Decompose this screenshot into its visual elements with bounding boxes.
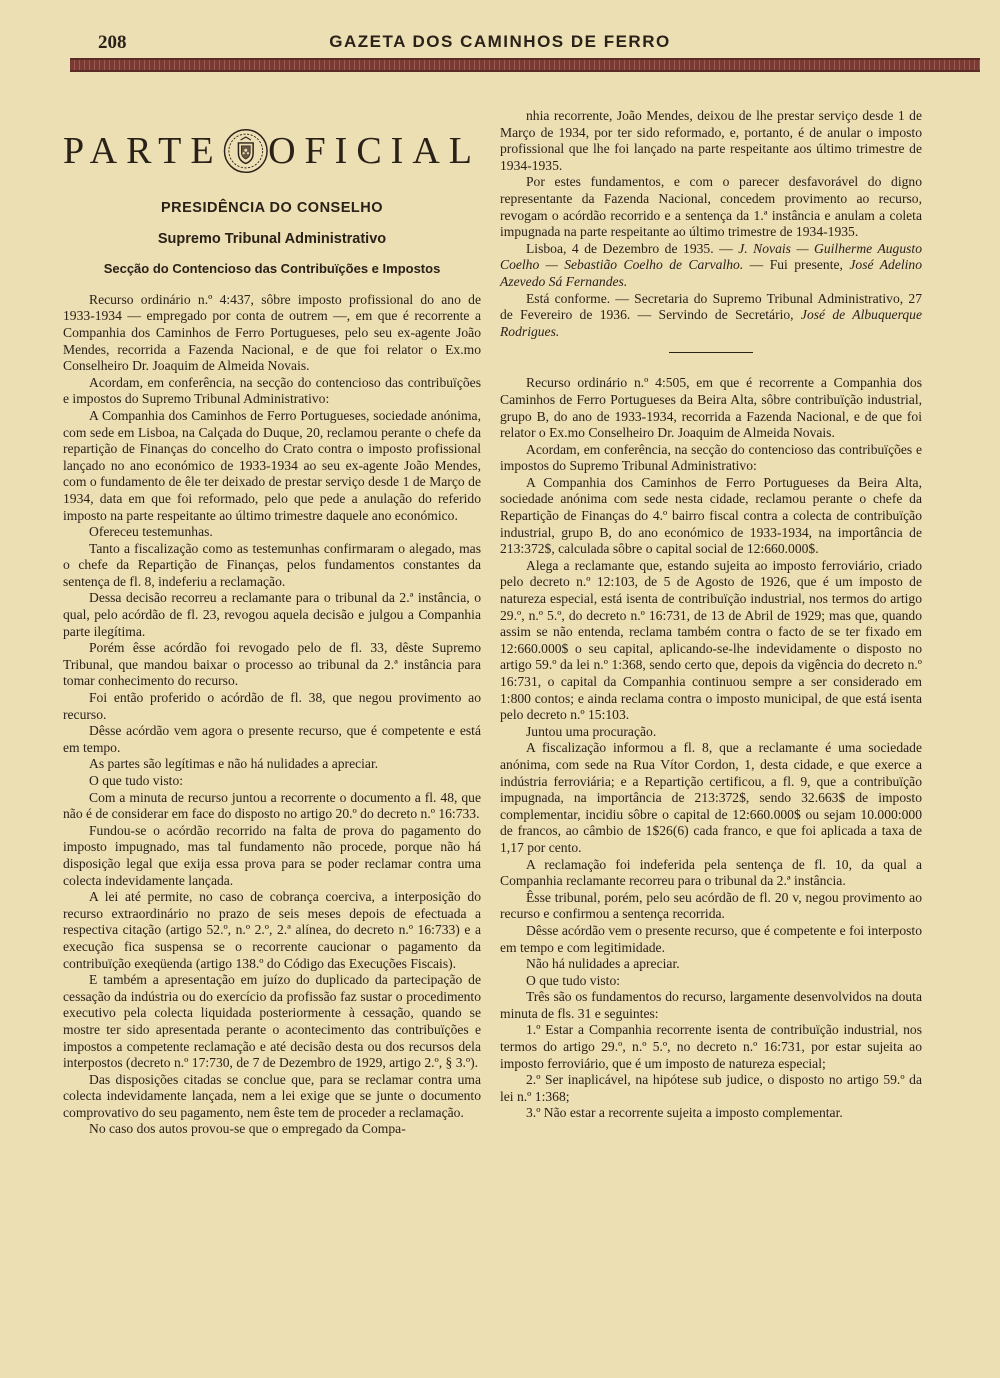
title-left: PARTE [63, 129, 223, 172]
paragraph: Não há nulidades a apreciar. [526, 956, 680, 972]
paragraph: nhia recorrente, João Mendes, deixou de lhe prestar serviço desde 1 de Março de 1934, por ter sido reformado, e, portanto, é de anular o imposto profissional que lhe foi lançado na parte respeitante aos último trimestre de 1934-1935. [500, 108, 922, 173]
paragraph: As partes são legítimas e não há nulidades a apreciar. [89, 756, 379, 772]
paragraph: Com a minuta de recurso juntou a recorrente o documento a fl. 48, que não é de considerar em face do disposto no artigo 20.º do decreto n.º 16:733. [63, 789, 481, 822]
paragraph: Acordam, em conferência, na secção do contencioso das contribuïções e impostos do Supremo Tribunal Administrativo: [500, 441, 922, 474]
paragraph: A fiscalização informou a fl. 8, que a reclamante é uma sociedade anónima, com sede na Rua Vítor Cordon, 1, desta cidade, e que exerce a indústria ferroviária; e a Repartição certificou, a fl. 9, que a contribuïção impugnada, na importância de 213:372$, sendo 32.663$ de imposto complementar, incidiu sôbre o capital de 12:660.000$ ou sejam 10.000:000 de francos, ao câmbio de 1$26(6) cada franco, e que foi aplicada a taxa de 1,17 por cento. [500, 740, 922, 855]
paragraph: Ofereceu testemunhas. [89, 524, 213, 540]
conform-name: José de Albuquerque Rodrigues. [500, 307, 922, 339]
paragraph: Fundou-se o acórdão recorrido na falta de prova do pagamento do imposto impugnado, mas tal fundamento não procede, porque não há disposição legal que exija essa prova para se poder reclamar contra uma colecta indevidamente lançada. [63, 822, 481, 888]
paragraph: Dêsse acórdão vem agora o presente recurso, que é competente e está em tempo. [63, 723, 481, 755]
sig-present-prefix: — Fui presente, [743, 257, 850, 273]
paragraph: Tanto a fiscalização como as testemunhas confirmaram o alegado, mas o chefe da Repartição de Finanças, pelos fundamentos constantes da sentença de fl. 8, indeferiu a reclamação. [63, 540, 481, 589]
heading-presidency: PRESIDÊNCIA DO CONSELHO [160, 200, 384, 216]
section-divider [669, 352, 753, 353]
coat-of-arms-icon [223, 120, 269, 182]
paragraph: Recurso ordinário n.º 4:437, sôbre imposto profissional do ano de 1933-1934 — empregado por conta de outrem —, em que é recorrente a Companhia dos Caminhos de Ferro Portugueses, pelo seu ex-agente João Mendes, recorrida a Fazenda Nacional, e de que foi relator o Ex.mo Conselheiro Dr. Joaquim de Almeida Novais. [63, 291, 481, 374]
heading-section: Secção do Contencioso das Contribuïções e Impostos [103, 261, 441, 277]
paragraph: O que tudo visto: [89, 773, 184, 788]
left-column [63, 108, 481, 1138]
paragraph: 1.º Estar a Companhia recorrente isenta de contribuïção industrial, nos termos do artigo 29.º, n.º 5.º, no decreto n.º 16:731, por estar sujeita ao imposto ferroviário, que é um imposto de natureza especial; [500, 1022, 922, 1071]
paragraph: A lei até permite, no caso de cobrança coerciva, a interposição do recurso extraordinário no prazo de seis meses depois de efectuada a respectiva citação (artigo 52.º, n.º 2.º, 2.ª alínea, do decreto n.º 16:733) e a execução fica suspensa se o recorrente caucionar o pagamento da contribuïção exeqüenda (artigo 138.º do Código das Execuções Fiscais). [63, 889, 481, 971]
paragraph: A Companhia dos Caminhos de Ferro Portugueses da Beira Alta, sociedade anónima com sede nesta cidade, reclamou perante o chefe da Repartição de Finanças do 4.º bairro fiscal contra a colecta de contribuïção industrial, grupo B, do ano económico de 1933-1934, na importância de 213:372$, calculada sôbre o capital social de 12:660.000$. [500, 474, 922, 557]
sig-present-name: José Adelino Azevedo Sá Fernandes. [500, 257, 922, 289]
right-top-body [500, 108, 922, 241]
paragraph: O que tudo visto: [526, 972, 621, 988]
right-bottom-body [500, 375, 922, 1122]
paragraph: Por estes fundamentos, e com o parecer desfavorável do digno representante da Fazenda Nacional, concedem provimento ao recurso, revogam o acórdão recorrido e a sentença da 1.ª instância e anulam a coleta impugnada na parte respeitante ao último trimestre de 1934-1935. [500, 174, 922, 240]
paragraph: Recurso ordinário n.º 4:505, em que é recorrente a Companhia dos Caminhos de Ferro Portugueses da Beira Alta, sôbre contribuïção industrial, grupo B, do ano de 1933-1934, recorrida a Fazenda Nacional, e de que foi relator o Ex.mo Conselheiro Dr. Joaquim de Almeida Novais. [500, 375, 922, 441]
title-right: OFICIAL [268, 129, 481, 172]
paragraph: Dêsse acórdão vem o presente recurso, que é competente e foi interposto em tempo e com legitimidade. [500, 922, 922, 955]
conform-prefix: Está conforme. — Secretaria do Supremo Tribunal Administrativo, 27 de Fevereiro de 1936. — Servindo de Secretário, [500, 290, 922, 323]
sig-place-date: Lisboa, 4 de Dezembro de 1935. — [526, 240, 739, 256]
paragraph: A reclamação foi indeferida pela sentença de fl. 10, da qual a Companhia reclamante recorreu para o tribunal da 2.ª instância. [500, 856, 922, 889]
conform-paragraph [500, 291, 922, 341]
header-rule [70, 58, 980, 72]
sig-judges: J. Novais — Guilherme Augusto Coelho — Sebastião Coelho de Carvalho. [500, 240, 923, 273]
paragraph: Dessa decisão recorreu a reclamante para o tribunal da 2.ª instância, o qual, pelo acórdão de fl. 23, revogou aquela decisão e julgou a Companhia parte ilegítima. [63, 590, 481, 639]
paragraph: 2.º Ser inaplicável, na hipótese sub judice, o disposto no artigo 59.º da lei n.º 1:368; [500, 1072, 922, 1104]
paragraph: E também a apresentação em juízo do duplicado da partecipação de cessação da indústria ou do exercício da profissão faz sustar o procedimento executivo pela colecta liquidada posteriormente à cessação, quando se mostre ter sido apresentada perante o acontecimento das contribuïções e impostos a competente reclamação e até decisão desta ou dos recursos dela interpostos (decreto n.º 17:730, de 7 de Dezembro de 1929, artigo 2.º, § 3.º). [63, 972, 481, 1071]
section-title [63, 116, 481, 186]
paragraph: Das disposições citadas se conclue que, para se reclamar contra uma colecta indevidamente lançada, nem a lei exige que se junte o documento comprovativo do seu pagamento, nem êste tem de proceder a reclamação. [63, 1071, 481, 1120]
paragraph: 3.º Não estar a recorrente sujeita a imposto complementar. [526, 1105, 843, 1121]
left-body [63, 292, 481, 1138]
paragraph: Juntou uma procuração. [526, 723, 657, 739]
paragraph: Alega a reclamante que, estando sujeita ao imposto ferroviário, criado pelo decreto n.º 12:103, de 5 de Agosto de 1926, que é um imposto de natureza especial, está isenta de contribuïção industrial, nos termos do artigo 29.º, n.º 5.º, do decreto n.º 16:731, de 13 de Abril de 1929; mas que, quando assim se não entenda, reclama também contra o facto de se ter fixado em 12:660.000$ o seu capital, aplicando-se-lhe indevidamente o disposto no artigo 59.º da lei n.º 1:368, sendo certo que, depois da vigência do decreto n.º 16:731, o capital da Companhia continuou sempre a ser considerado em 1:800 contos; e ainda reclama contra o imposto municipal, de que está isenta pelo decreto n.º 15:103. [500, 557, 922, 723]
paragraph: Foi então proferido o acórdão de fl. 38, que negou provimento ao recurso. [63, 690, 481, 722]
paragraph: Êsse tribunal, porém, pelo seu acórdão de fl. 20 v, negou provimento ao recurso e confirmou a sentença recorrida. [500, 889, 922, 922]
paragraph: No caso dos autos provou-se que o empregado da Compa- [89, 1121, 406, 1137]
paragraph: Porém êsse acórdão foi revogado pelo de fl. 33, dêste Supremo Tribunal, que mandou baixar o processo ao tribunal da 2.ª instância para tomar conhecimento do recurso. [63, 640, 481, 689]
paragraph: Três são os fundamentos do recurso, largamente desenvolvidos na douta minuta de fls. 31 e seguintes: [500, 989, 922, 1021]
paragraph: Acordam, em conferência, na secção do contencioso das contribuïções e impostos do Supremo Tribunal Administrativo: [63, 374, 481, 407]
page-header [60, 30, 940, 56]
page-number: 208 [98, 32, 127, 53]
signature-paragraph [500, 241, 922, 291]
right-column [500, 108, 922, 1122]
heading-tribunal: Supremo Tribunal Administrativo [157, 230, 387, 247]
paragraph: A Companhia dos Caminhos de Ferro Portugueses, sociedade anónima, com sede em Lisboa, na Calçada do Duque, 20, reclamou perante o chefe da repartição de Finanças do concelho do Crato contra o imposto profissional lançado no ano económico de 1933-1934 ao seu ex-agente João Mendes, com o fundamento de êle ter deixado de prestar serviço desde 1 de Março de 1934, data em que foi reformado, pelo que pede a anulação do referido imposto na parte respeitante ao último trimestre daquele ano económico. [63, 407, 481, 523]
masthead: GAZETA DOS CAMINHOS DE FERRO [329, 32, 671, 51]
